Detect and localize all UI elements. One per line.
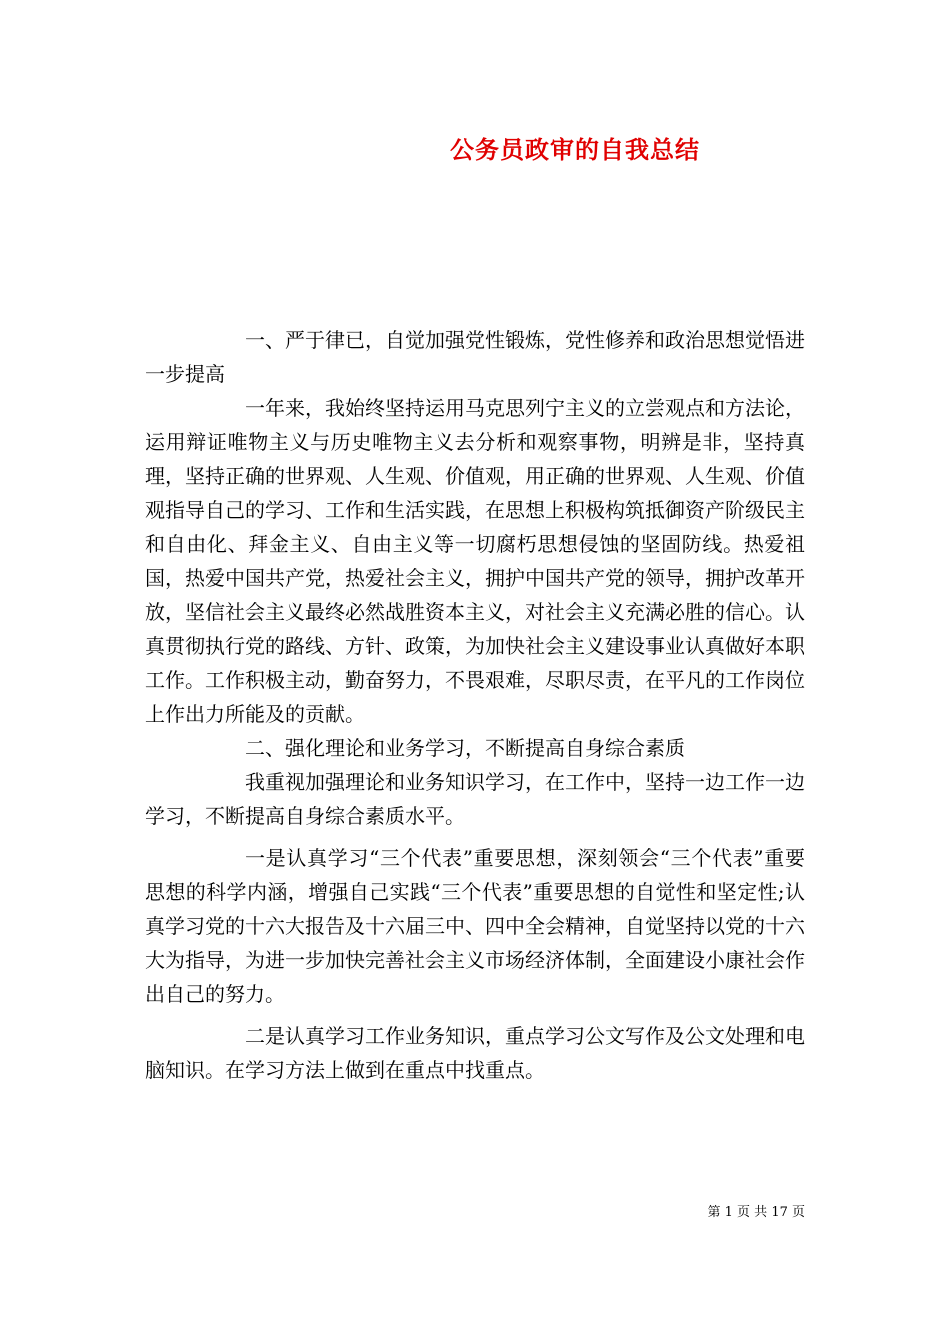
paragraph-section-1-body: 一年来，我始终坚持运用马克思列宁主义的立尝观点和方法论，运用辩证唯物主义与历史唯物主义去分析和观察事物，明辨是非，坚持真理，坚持正确的世界观、人生观、价值观，用正确的世界观、人生观、价值观指导自己的学习、工作和生活实践，在思想上积极构筑抵御资产阶级民主和自由化、拜金主义、自由主义等一切腐朽思想侵蚀的坚固防线。热爱祖国，热爱中国共产党，热爱社会主义，拥护中国共产党的领导，拥护改革开放，坚信社会主义最终必然战胜资本主义，对社会主义充满必胜的信心。认真贯彻执行党的路线、方针、政策，为加快社会主义建设事业认真做好本职工作。工作积极主动，勤奋努力，不畏艰难，尽职尽责，在平凡的工作岗位上作出力所能及的贡献。 xyxy=(145,396,805,726)
document-title: 公务员政审的自我总结 xyxy=(450,135,700,164)
paragraph-section-2-point-2: 二是认真学习工作业务知识，重点学习公文写作及公文处理和电脑知识。在学习方法上做到在重点中找重点。 xyxy=(145,1024,805,1082)
page-number-footer: 第 1 页 共 17 页 xyxy=(707,1205,805,1220)
heading-section-2: 二、强化理论和业务学习，不断提高自身综合素质 xyxy=(245,736,685,760)
paragraph-section-2-intro: 我重视加强理论和业务知识学习，在工作中，坚持一边工作一边学习，不断提高自身综合素质水平。 xyxy=(145,770,805,828)
heading-section-1: 一、严于律已，自觉加强党性锻炼，党性修养和政治思想觉悟进一步提高 xyxy=(145,328,805,386)
document-body xyxy=(145,323,805,1087)
paragraph-section-2-point-1: 一是认真学习“三个代表”重要思想，深刻领会“三个代表”重要思想的科学内涵，增强自己实践“三个代表”重要思想的自觉性和坚定性;认真学习党的十六大报告及十六届三中、四中全会精神，自觉坚持以党的十六大为指导，为进一步加快完善社会主义市场经济体制，全面建设小康社会作出自己的努力。 xyxy=(145,846,805,1006)
